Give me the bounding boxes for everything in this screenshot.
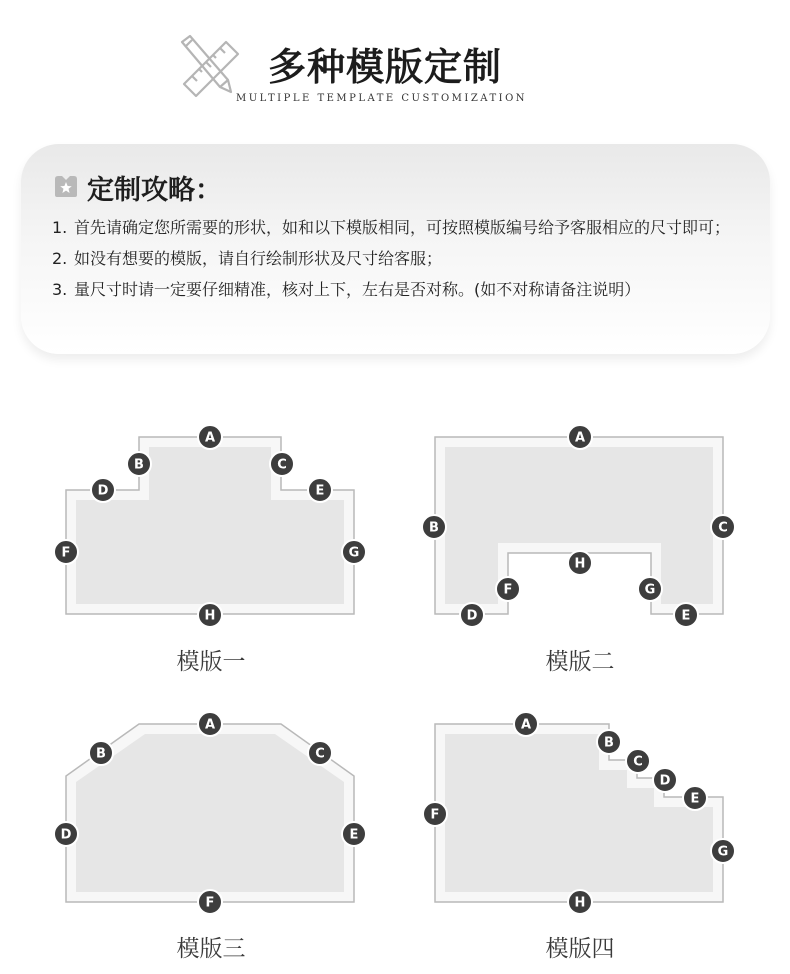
dimension-label-text: H — [204, 608, 216, 624]
dimension-label-2-a — [568, 425, 592, 449]
dimension-label-3-d — [54, 822, 78, 846]
dimension-label-text: F — [205, 895, 215, 911]
dimension-label-text: F — [61, 545, 71, 561]
guide-item-number: 1. — [52, 218, 68, 237]
template-1-caption: 模版一 — [176, 649, 246, 675]
dimension-label-4-f — [423, 802, 447, 826]
dimension-label-4-e — [683, 786, 707, 810]
dimension-label-4-a — [514, 712, 538, 736]
dimension-label-text: B — [134, 457, 144, 473]
dimension-label-text: G — [717, 844, 729, 860]
dimension-label-1-c — [270, 452, 294, 476]
dimension-label-4-d — [653, 768, 677, 792]
dimension-label-text: E — [690, 791, 700, 807]
dimension-label-text: F — [430, 807, 440, 823]
dimension-label-text: C — [633, 754, 643, 770]
dimension-label-2-e — [674, 603, 698, 627]
guide-item-number: 2. — [52, 249, 68, 268]
guide-item-text: 量尺寸时请一定要仔细精准，核对上下，左右是否对称。(如不对称请备注说明） — [74, 280, 641, 299]
dimension-label-text: C — [718, 520, 728, 536]
dimension-label-text: A — [520, 717, 532, 733]
guide-title: 定制攻略： — [87, 175, 222, 206]
dimension-label-text: D — [659, 773, 671, 789]
dimension-label-3-a — [198, 712, 222, 736]
dimension-label-1-e — [308, 478, 332, 502]
dimension-label-text: D — [60, 827, 72, 843]
dimension-label-text: H — [574, 556, 586, 572]
template-3-caption: 模版三 — [176, 936, 246, 962]
template-2-shape — [435, 437, 723, 614]
guide-item-text: 如没有想要的模版，请自行绘制形状及尺寸给客服； — [74, 249, 443, 268]
dimension-label-2-c — [711, 515, 735, 539]
dimension-label-3-b — [89, 741, 113, 765]
dimension-label-text: E — [315, 483, 325, 499]
guide-item-number: 3. — [52, 280, 68, 299]
dimension-label-text: G — [644, 582, 656, 598]
dimension-label-2-d — [460, 603, 484, 627]
dimension-label-1-a — [198, 425, 222, 449]
dimension-label-4-h — [568, 890, 592, 914]
dimension-label-4-g — [711, 839, 735, 863]
dimension-label-text: B — [96, 746, 106, 762]
dimension-label-1-h — [198, 603, 222, 627]
dimension-label-2-b — [422, 515, 446, 539]
template-4-caption: 模版四 — [545, 936, 615, 962]
dimension-label-2-f — [496, 577, 520, 601]
page-subtitle: MULTIPLE TEMPLATE CUSTOMIZATION — [236, 93, 528, 104]
dimension-label-text: D — [97, 483, 109, 499]
dimension-label-2-h — [568, 551, 592, 575]
dimension-label-2-g — [638, 577, 662, 601]
dimension-label-4-c — [626, 749, 650, 773]
template-4-shape — [435, 724, 723, 902]
dimension-label-text: G — [348, 545, 360, 561]
dimension-label-3-f — [198, 890, 222, 914]
dimension-label-text: H — [574, 895, 586, 911]
dimension-label-1-b — [127, 452, 151, 476]
dimension-label-text: C — [315, 746, 325, 762]
dimension-label-1-g — [342, 540, 366, 564]
template-2-caption: 模版二 — [545, 649, 615, 675]
template-1-shape — [66, 437, 354, 614]
dimension-label-1-f — [54, 540, 78, 564]
guide-item-text: 首先请确定您所需要的形状，如和以下模版相同，可按照模版编号给予客服相应的尺寸即可； — [74, 218, 731, 237]
dimension-label-3-e — [342, 822, 366, 846]
dimension-label-text: B — [604, 735, 614, 751]
dimension-label-text: D — [466, 608, 478, 624]
dimension-label-4-b — [597, 730, 621, 754]
dimension-label-text: F — [503, 582, 513, 598]
dimension-label-3-c — [308, 741, 332, 765]
dimension-label-text: A — [574, 430, 586, 446]
dimension-label-text: E — [681, 608, 691, 624]
dimension-label-text: C — [277, 457, 287, 473]
dimension-label-text: B — [429, 520, 439, 536]
dimension-label-text: A — [204, 430, 216, 446]
dimension-label-text: A — [204, 717, 216, 733]
page-title: 多种模版定制 — [268, 45, 503, 89]
dimension-label-text: E — [349, 827, 359, 843]
dimension-label-1-d — [91, 478, 115, 502]
